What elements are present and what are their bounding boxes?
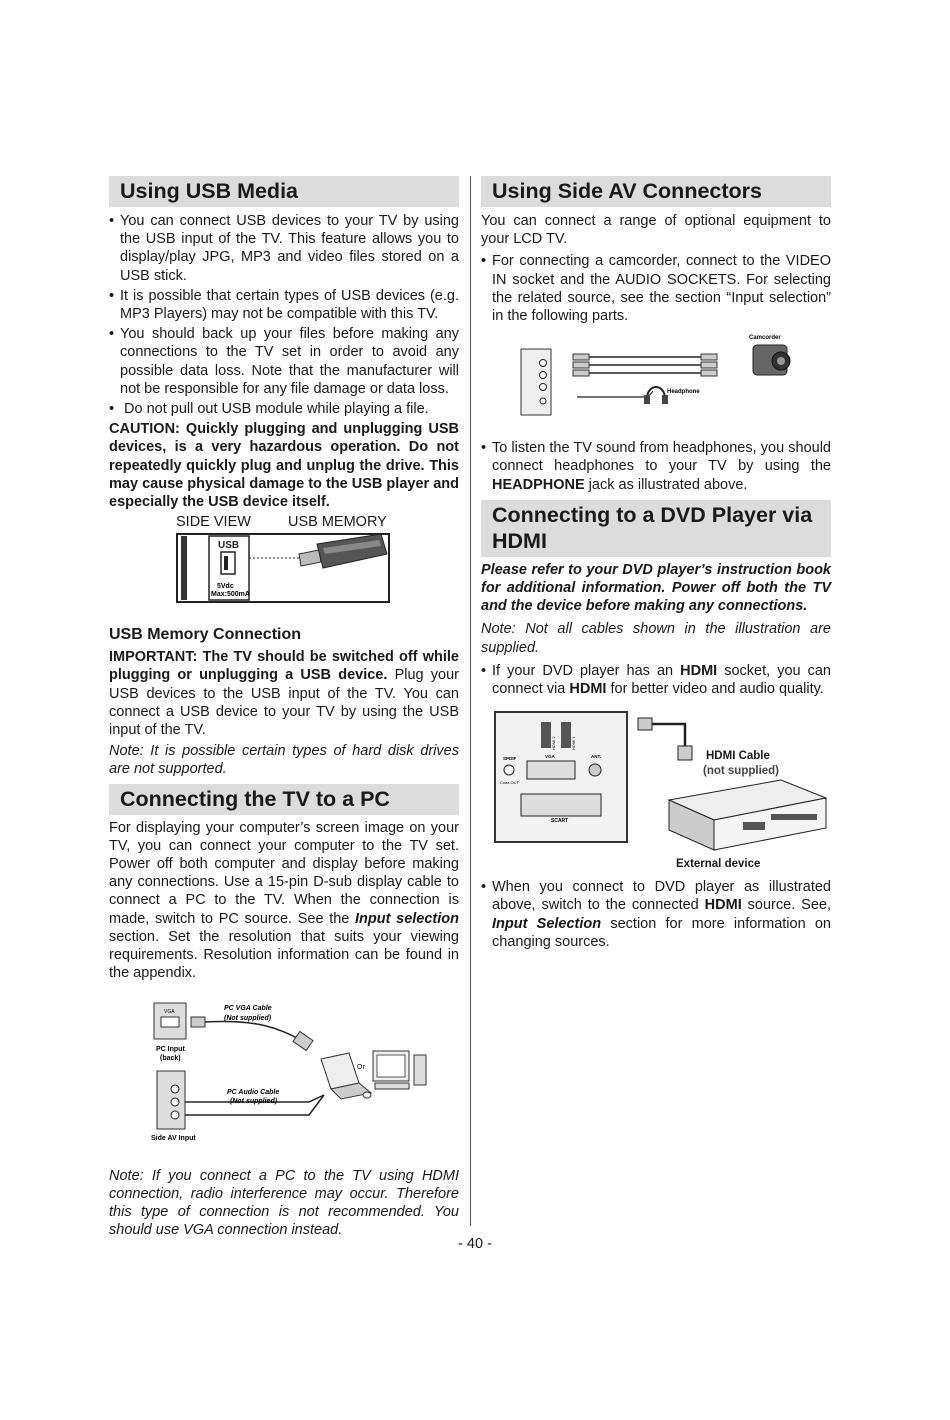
spdif-label: SPDIF bbox=[503, 756, 517, 762]
pc-section-title: Connecting the TV to a PC bbox=[109, 784, 459, 815]
usb-power-1: 5Vdc bbox=[217, 583, 234, 591]
av-bullet-1: • For connecting a camcorder, connect to the VIDEO IN socket and the AUDIO SOCKETS. For selecting the related source, see the section “Input selection” in the following parts. bbox=[481, 252, 831, 325]
coax-label: Coax.OUT bbox=[500, 780, 519, 786]
external-device-label: External device bbox=[676, 858, 761, 871]
or-label: Or bbox=[357, 1063, 365, 1071]
pc-input-label-1: PC Input bbox=[156, 1045, 185, 1053]
usb-port-diagram bbox=[109, 532, 459, 608]
hdmi-bullet-2: • When you connect to DVD player as illustrated above, switch to the connected HDMI source. See, Input Selection section for more information on changing sources. bbox=[481, 878, 831, 951]
av-section-title: Using Side AV Connectors bbox=[481, 176, 831, 207]
usb-section-title: Using USB Media bbox=[109, 176, 459, 207]
usb-bullet-3: • You should back up your files before making any connections to the TV set in order to avoid any possible data loss. Note that the manufacturer will not be responsible for any file damage or data loss. bbox=[109, 325, 459, 398]
hdmi-figure bbox=[481, 710, 831, 870]
camcorder-icon bbox=[753, 345, 790, 375]
side-view-label: SIDE VIEW bbox=[176, 514, 251, 531]
desktop-pc-icon bbox=[363, 1051, 426, 1098]
scart-label: SCART bbox=[551, 818, 569, 825]
dvd-player-icon bbox=[669, 780, 826, 850]
usb-important: IMPORTANT: The TV should be switched off while plugging or unplugging a USB device. Plug your USB devices to the USB input of the TV. You can connect a USB device to your TV by using the USB input of the TV. bbox=[109, 649, 459, 739]
vga-label: VGA bbox=[545, 754, 555, 760]
headphone-icon bbox=[644, 387, 668, 404]
headphone-label: Headphone bbox=[667, 389, 700, 396]
hdmi-cable-label-1: HDMI Cable bbox=[706, 750, 770, 763]
right-column bbox=[481, 176, 831, 951]
usb-figure bbox=[109, 514, 459, 610]
hdmi-cable-label-2: (not supplied) bbox=[703, 765, 780, 778]
audio-cable-label-1: PC Audio Cable bbox=[227, 1088, 280, 1096]
left-column bbox=[109, 176, 459, 1239]
hdmi1-port-label: HDMI 1 bbox=[571, 736, 576, 751]
side-av-label: Side AV Input bbox=[151, 1134, 196, 1142]
hdmi-bullet-1: • If your DVD player has an HDMI socket, you can connect via HDMI for better video and audio quality. bbox=[481, 662, 831, 698]
usb-memory-connection-heading: USB Memory Connection bbox=[109, 626, 302, 644]
vga-port-label: VGA bbox=[164, 1008, 175, 1015]
usb-bullet-4: • Do not pull out USB module while playing a file. bbox=[109, 400, 459, 418]
hdmi2-port-label: HDMI 2 bbox=[551, 736, 556, 751]
usb-caution: CAUTION: Quickly plugging and unplugging USB devices, is a very hazardous operation. Do not repeatedly quickly plug and unplug the drive. This may cause physical damage to the USB player and especially the USB device itself. bbox=[109, 421, 459, 511]
page-number: - 40 - bbox=[458, 1236, 492, 1252]
hdmi-note: Note: Not all cables shown in the illustration are supplied. bbox=[481, 621, 831, 656]
hdmi-section-title: Connecting to a DVD Player via HDMI bbox=[481, 500, 831, 557]
vga-cable-label-2: (Not supplied) bbox=[224, 1014, 272, 1022]
pc-figure bbox=[109, 989, 459, 1167]
usb-port-label: USB bbox=[218, 540, 240, 552]
vga-cable-label-1: PC VGA Cable bbox=[224, 1004, 272, 1012]
av-bullet-2: • To listen the TV sound from headphones, you should connect headphones to your TV by using the HEADPHONE jack as illustrated above. bbox=[481, 439, 831, 494]
av-intro: You can connect a range of optional equipment to your LCD TV. bbox=[481, 213, 831, 248]
laptop-icon bbox=[321, 1053, 371, 1099]
column-divider bbox=[470, 176, 471, 1226]
usb-stick-icon bbox=[299, 534, 387, 568]
usb-note: Note: It is possible certain types of hard disk drives are not supported. bbox=[109, 743, 459, 778]
pc-note: Note: If you connect a PC to the TV using HDMI connection, radio interference may occur. Therefore this type of connection is not recommended. You should use VGA connection instead. bbox=[109, 1167, 459, 1239]
audio-cable-label-2: (Not supplied) bbox=[230, 1097, 278, 1105]
usb-bullet-1: • You can connect USB devices to your TV by using the USB input of the TV. This feature allows you to display/play JPG, MP3 and video files stored on a USB stick. bbox=[109, 212, 459, 285]
ant-label: ANT. bbox=[591, 754, 601, 760]
pc-input-label-2: (back) bbox=[160, 1054, 181, 1062]
usb-bullet-2: • It is possible that certain types of USB devices (e.g. MP3 Players) may not be compatible with this TV. bbox=[109, 287, 459, 323]
pc-paragraph: For displaying your computer’s screen image on your TV, you can connect your computer to the TV set. Power off both computer and display before making any connections. Use a 15-pin D-sub display cable to connect a PC to the TV. When the connection is made, switch to PC source. See the Input selection section. Set the resolution that suits your viewing requirements. Resolution information can be found in the appendix. bbox=[109, 819, 459, 982]
av-figure bbox=[481, 333, 831, 437]
usb-power-2: Max:500mA bbox=[211, 591, 250, 599]
hdmi-refer: Please refer to your DVD player’s instruction book for additional information. Power off both the TV and the device before making any connections. bbox=[481, 561, 831, 615]
usb-memory-label: USB MEMORY bbox=[288, 514, 387, 531]
camcorder-label: Camcorder bbox=[749, 335, 781, 342]
